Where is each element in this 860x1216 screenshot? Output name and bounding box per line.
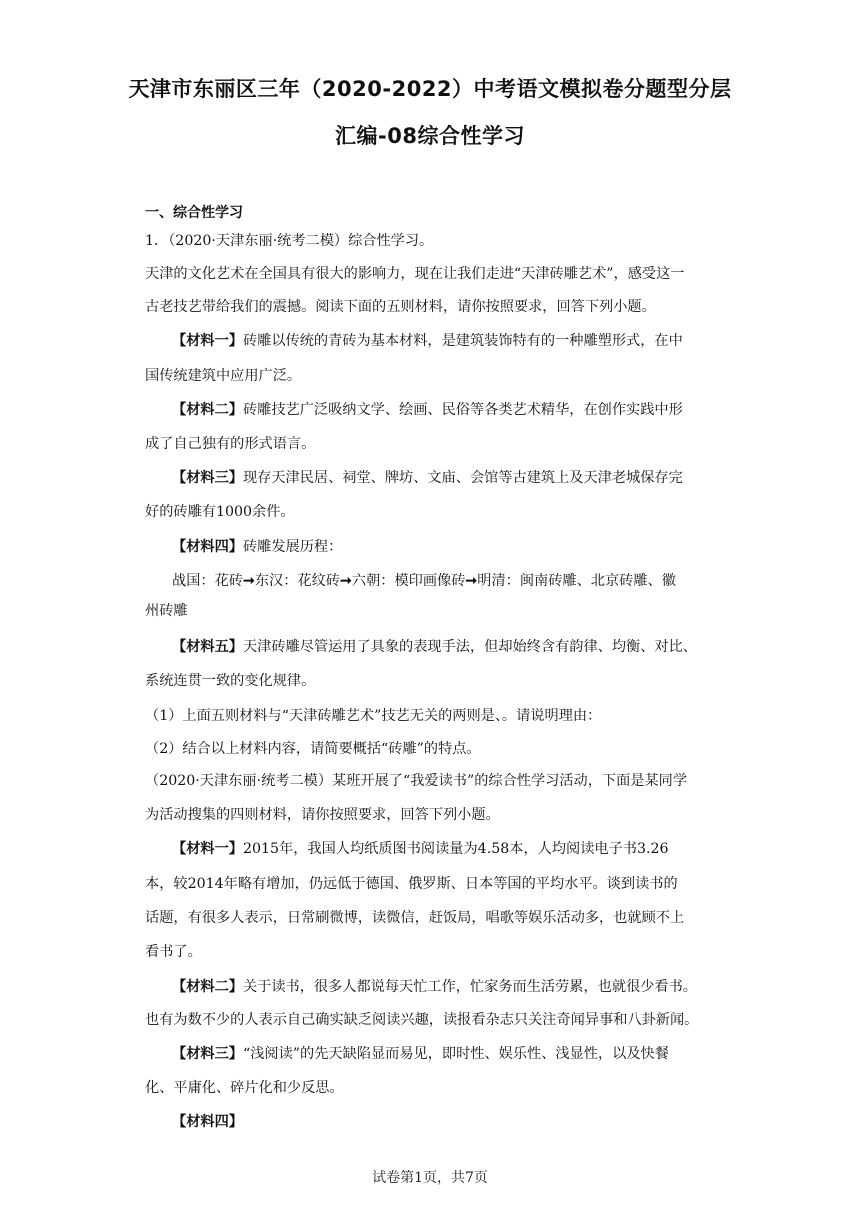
material-5 — [172, 637, 752, 657]
material-1 — [172, 331, 752, 351]
material-text: 砖雕发展历程： — [242, 539, 343, 555]
timeline-stage-4: 明清：闽南砖雕、北京砖雕、徽 — [477, 573, 676, 589]
sub-question-1: （1）上面五则材料与“天津砖雕艺术”技艺无关的两则是、。请说明理由： — [145, 708, 602, 724]
material-label: 【材料三】 — [172, 1046, 243, 1062]
timeline-stage-2: 东汉：花纹砖 — [254, 573, 340, 589]
q2-material-1 — [172, 839, 752, 859]
material-label: 【材料一】 — [172, 841, 243, 857]
material-text: 砖雕以传统的青砖为基本材料，是建筑装饰特有的一种雕塑形式，在中 — [242, 333, 683, 349]
q2-material-2-cont: 也有为数不少的人表示自己确实缺乏阅读兴趣，读报看杂志只关注奇闻异事和八卦新闻。 — [145, 1012, 699, 1028]
q2-material-1-cont: 话题，有很多人表示，日常刷微博，读微信，赶饭局，唱歌等娱乐活动多，也就顾不上 — [145, 910, 685, 926]
q2-material-1-cont: 看书了。 — [145, 944, 202, 960]
arrow-right-icon: ➞ — [339, 573, 352, 589]
question-1-header: 1．（2020·天津东丽·统考二模）综合性学习。 — [145, 233, 434, 249]
question-1-intro — [145, 264, 725, 284]
material-2-cont: 成了自己独有的形式语言。 — [145, 436, 316, 452]
document-title-line-2: 汇编-08综合性学习 — [335, 124, 525, 148]
question-2-intro: （2020·天津东丽·统考二模）某班开展了“我爱读书”的综合性学习活动，下面是某同学 — [145, 773, 688, 789]
q2-material-4 — [172, 1112, 752, 1132]
arrow-right-icon: ➞ — [465, 573, 478, 589]
material-text: “浅阅读”的先天缺陷显而易见，即时性、娱乐性、浅显性，以及快餐 — [242, 1046, 669, 1062]
material-2 — [172, 400, 752, 420]
material-text: 2015年，我国人均纸质图书阅读量为4.58本，人均阅读电子书3.26 — [242, 841, 669, 857]
material-label: 【材料二】 — [172, 979, 243, 995]
material-1-cont: 国传统建筑中应用广泛。 — [145, 368, 302, 384]
q2-material-3 — [172, 1044, 752, 1064]
timeline-cont: 州砖雕 — [145, 603, 188, 619]
material-text: 现存天津民居、祠堂、牌坊、文庙、会馆等古建筑上及天津老城保存完 — [242, 470, 683, 486]
material-text: 砖雕技艺广泛吸纳文学、绘画、民俗等各类艺术精华，在创作实践中形 — [242, 402, 683, 418]
question-1-intro-cont — [145, 297, 725, 317]
material-5-cont: 系统连贯一致的变化规律。 — [145, 673, 316, 689]
material-label: 【材料二】 — [172, 402, 243, 418]
material-label: 【材料四】 — [172, 539, 243, 555]
q2-material-3-cont: 化、平庸化、碎片化和少反思。 — [145, 1080, 344, 1096]
material-label: 【材料一】 — [172, 333, 243, 349]
material-label: 【材料三】 — [172, 470, 243, 486]
arrow-right-icon: ➞ — [242, 573, 255, 589]
material-text: 关于读书，很多人都说每天忙工作，忙家务而生活劳累，也就很少看书。 — [242, 979, 697, 995]
brick-carving-timeline — [172, 571, 752, 591]
intro-line: 天津的文化艺术在全国具有很大的影响力，现在让我们走进“天津砖雕艺术”，感受这一 — [145, 266, 685, 282]
material-text: 天津砖雕尽管运用了具象的表现手法，但却始终含有韵律、均衡、对比、 — [242, 639, 697, 655]
material-4 — [172, 537, 752, 557]
timeline-stage-1: 战国：花砖 — [172, 573, 243, 589]
material-label: 【材料五】 — [172, 639, 243, 655]
sub-question-2: （2）结合以上材料内容，请简要概括“砖雕”的特点。 — [145, 741, 481, 757]
page-footer: 试卷第1页，共7页 — [372, 1170, 488, 1186]
material-3-cont: 好的砖雕有1000余件。 — [145, 504, 295, 520]
q2-material-2 — [172, 977, 752, 997]
material-3 — [172, 468, 752, 488]
intro-line: 古老技艺带给我们的震撼。阅读下面的五则材料，请你按照要求，回答下列小题。 — [145, 299, 656, 315]
section-heading: 一、综合性学习 — [145, 205, 243, 221]
question-2-intro-cont: 为活动搜集的四则材料，请你按照要求，回答下列小题。 — [145, 807, 500, 823]
material-label: 【材料四】 — [172, 1114, 243, 1130]
document-title-line-1: 天津市东丽区三年（2020-2022）中考语文模拟卷分题型分层 — [128, 77, 732, 101]
q2-material-1-cont: 本，较2014年略有增加，仍远低于德国、俄罗斯、日本等国的平均水平。谈到读书的 — [145, 876, 678, 892]
timeline-stage-3: 六朝：模印画像砖 — [351, 573, 466, 589]
